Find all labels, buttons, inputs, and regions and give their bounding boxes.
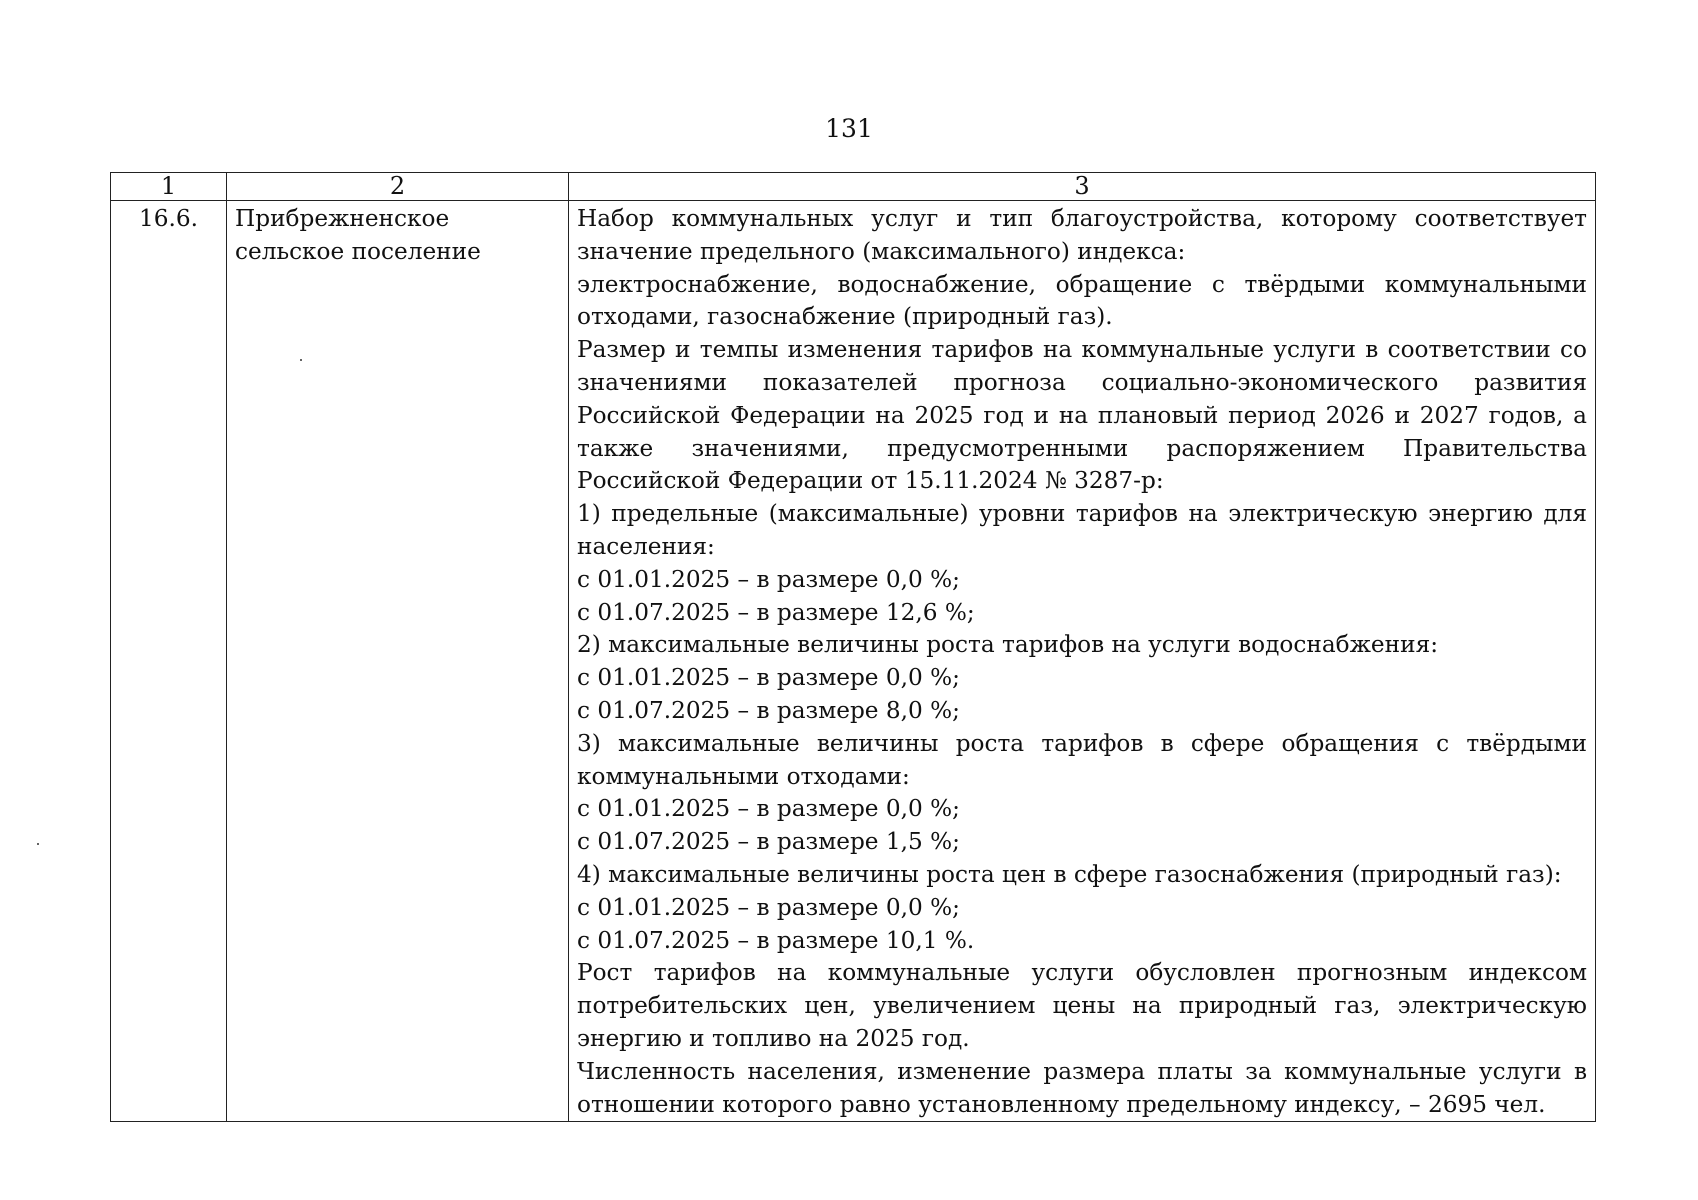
- paragraph: с 01.07.2025 – в размере 8,0 %;: [577, 696, 960, 724]
- column-header-3: 3: [569, 173, 1596, 201]
- table-header-row: [111, 173, 1596, 201]
- paragraph: с 01.07.2025 – в размере 1,5 %;: [577, 828, 960, 856]
- paragraph: Набор коммунальных услуг и тип благоустройства, которому соответствует значение предельного (максимального) индекса:: [577, 205, 1587, 265]
- scan-speck: [37, 843, 39, 845]
- paragraph: 4) максимальные величины роста цен в сфере газоснабжения (природный газ):: [577, 860, 1562, 888]
- paragraph: с 01.07.2025 – в размере 10,1 %.: [577, 926, 975, 954]
- tariff-table: [110, 172, 1596, 1122]
- column-header-1: 1: [111, 173, 227, 201]
- paragraph: с 01.01.2025 – в размере 0,0 %;: [577, 664, 960, 692]
- paragraph: 3) максимальные величины роста тарифов в сфере обращения с твёрдыми коммунальными отходами:: [577, 729, 1587, 790]
- paragraph: 1) предельные (максимальные) уровни тарифов на электрическую энергию для населения:: [577, 500, 1587, 560]
- paragraph: Размер и темпы изменения тарифов на коммунальные услуги в соответствии со значениями показателей прогноза социально-экономического развития Российской Федерации на 2025 год и на плановый период 2026 и 2027 годов, а также значениями, предусмотренными распоряжением Правительства Российской Федерации от 15.11.2024 № 3287-р:: [577, 336, 1587, 495]
- paragraph: с 01.01.2025 – в размере 0,0 %;: [577, 795, 960, 823]
- row-number: 16.6.: [111, 201, 227, 1122]
- paragraph: 2) максимальные величины роста тарифов на услуги водоснабжения:: [577, 631, 1439, 659]
- paragraph: Рост тарифов на коммунальные услуги обусловлен прогнозным индексом потребительских цен, увеличением цены на природный газ, электрическую энергию и топливо на 2025 год.: [577, 959, 1587, 1052]
- page-number: 131: [825, 114, 873, 143]
- paragraph: с 01.01.2025 – в размере 0,0 %;: [577, 893, 960, 921]
- paragraph: с 01.07.2025 – в размере 12,6 %;: [577, 598, 975, 626]
- paragraph: с 01.01.2025 – в размере 0,0 %;: [577, 565, 960, 593]
- column-header-2: 2: [227, 173, 569, 201]
- scan-speck: [300, 359, 302, 361]
- paragraph: Численность населения, изменение размера платы за коммунальные услуги в отношении которого равно установленному предельному индексу, – 2695 чел.: [577, 1057, 1587, 1118]
- tariff-description: [569, 201, 1596, 1122]
- settlement-name: Прибрежненское сельское поселение: [227, 201, 569, 1122]
- paragraph: электроснабжение, водоснабжение, обращение с твёрдыми коммунальными отходами, газоснабжение (природный газ).: [577, 270, 1587, 331]
- table-row: [111, 201, 1596, 1122]
